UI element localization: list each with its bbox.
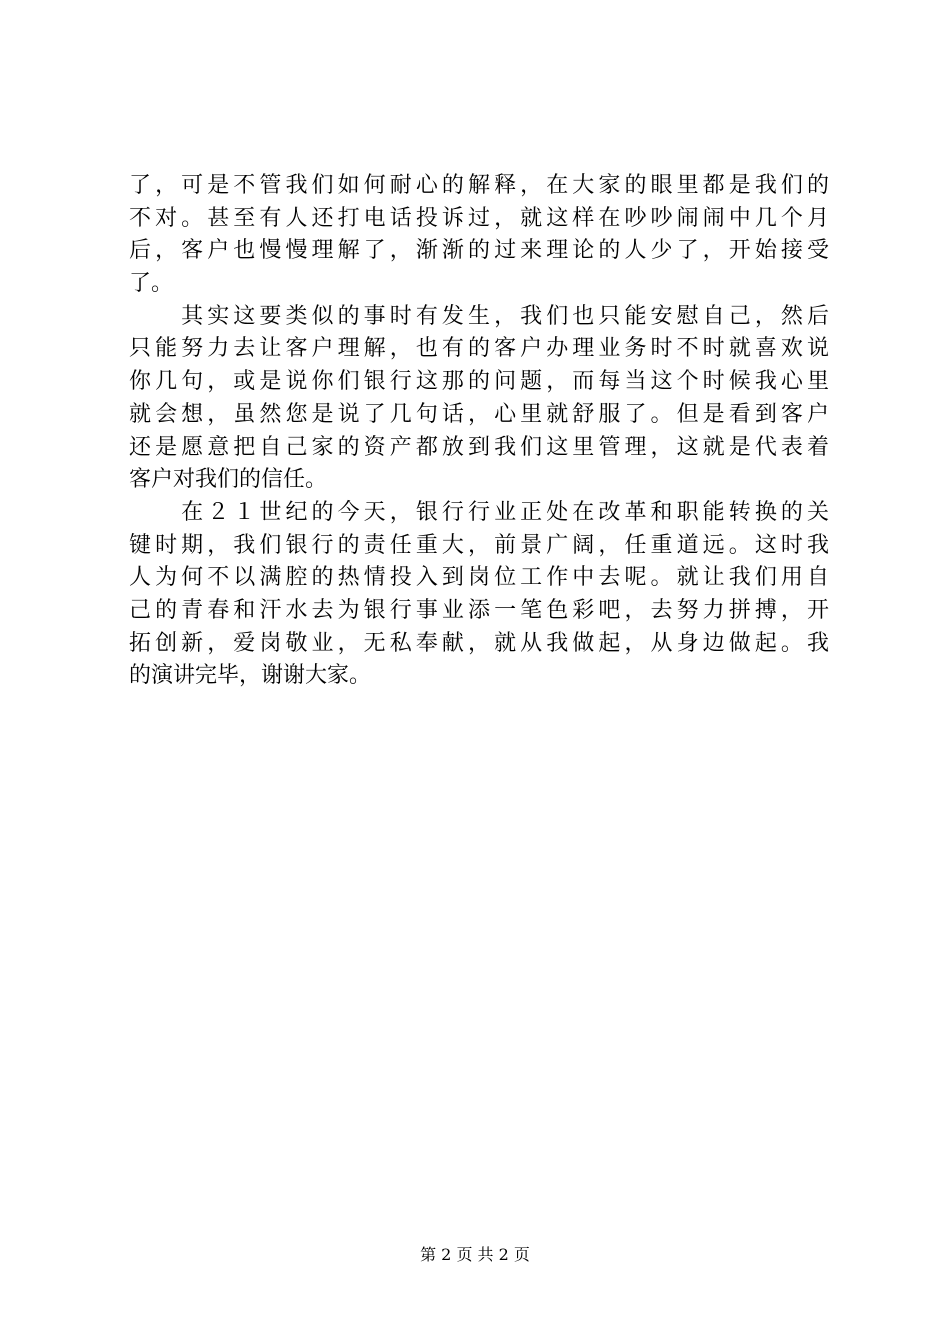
text-line: 了，可是不管我们如何耐心的解释，在大家的眼里都是我们的 — [129, 173, 829, 198]
text-line: 己的青春和汗水去为银行事业添一笔色彩吧，去努力拼搏，开 — [129, 597, 829, 623]
text-line: 不对。甚至有人还打电话投诉过，就这样在吵吵闹闹中几个月 — [129, 205, 829, 231]
text-line: 的演讲完毕，谢谢大家。 — [129, 663, 372, 689]
text-line: 其实这要类似的事时有发生，我们也只能安慰自己，然后 — [129, 303, 829, 329]
text-line: 在２１世纪的今天，银行行业正处在改革和职能转换的关 — [129, 499, 829, 525]
page-number-footer: 第 2 页 共 2 页 — [420, 1245, 530, 1264]
text-line: 就会想，虽然您是说了几句话，心里就舒服了。但是看到客户 — [129, 401, 829, 427]
text-line: 后，客户也慢慢理解了，渐渐的过来理论的人少了，开始接受 — [129, 238, 829, 264]
text-line: 只能努力去让客户理解，也有的客户办理业务时不时就喜欢说 — [129, 336, 829, 362]
text-line: 了。 — [129, 271, 174, 297]
text-line: 拓创新，爱岗敬业，无私奉献，就从我做起，从身边做起。我 — [129, 630, 829, 656]
document-body — [129, 170, 829, 693]
text-line: 你几句，或是说你们银行这那的问题，而每当这个时候我心里 — [129, 369, 829, 395]
text-line: 客户对我们的信任。 — [129, 467, 328, 493]
text-line: 还是愿意把自己家的资产都放到我们这里管理，这就是代表着 — [129, 434, 829, 460]
text-line: 键时期，我们银行的责任重大，前景广阔，任重道远。这时我 — [129, 532, 829, 558]
text-line: 人为何不以满腔的热情投入到岗位工作中去呢。就让我们用自 — [129, 565, 829, 591]
